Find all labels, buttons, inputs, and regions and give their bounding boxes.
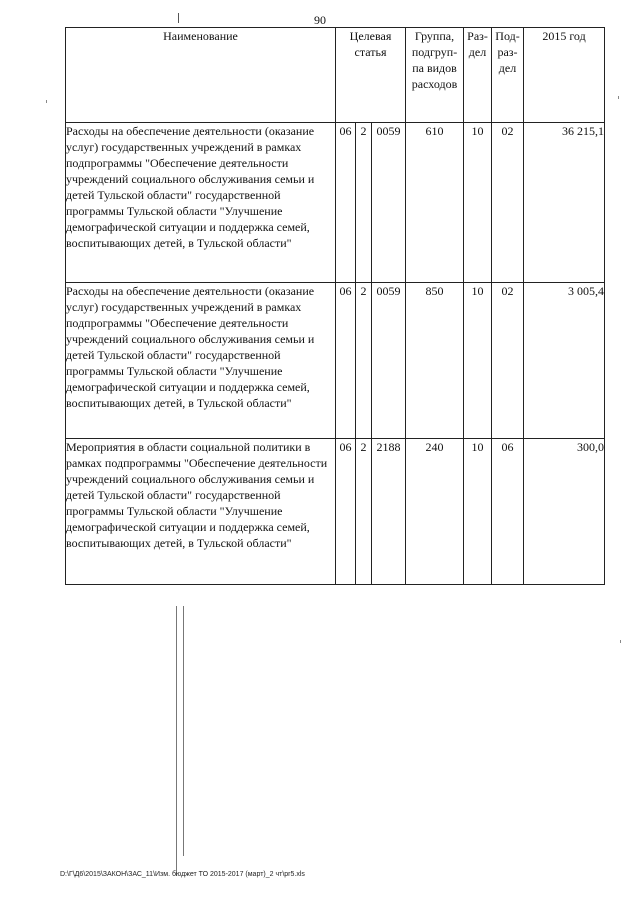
table-row: [66, 123, 605, 283]
header-subsection: Под-раз-дел: [492, 28, 524, 123]
header-year: 2015 год: [524, 28, 605, 123]
header-target-article: Целевая статья: [336, 28, 406, 123]
row-code-subprogram: 2: [356, 123, 372, 283]
row-expense-group: 610: [406, 123, 464, 283]
row-code-direction: 0059: [372, 283, 406, 439]
row-expense-group: 240: [406, 439, 464, 585]
header-name: Наименование: [66, 28, 336, 123]
scan-line: [183, 606, 184, 856]
row-code-subprogram: 2: [356, 439, 372, 585]
scan-speck: [46, 100, 47, 103]
row-amount: 300,0: [524, 439, 605, 585]
scan-speck: [618, 96, 619, 99]
header-expense-group: Группа, подгруп-па видов расходов: [406, 28, 464, 123]
row-code-direction: 2188: [372, 439, 406, 585]
row-code-program: 06: [336, 123, 356, 283]
budget-table: [65, 27, 605, 585]
row-expense-group: 850: [406, 283, 464, 439]
row-amount: 36 215,1: [524, 123, 605, 283]
table-header-row: [66, 28, 605, 123]
scan-line: [176, 606, 177, 876]
row-subsection: 02: [492, 283, 524, 439]
row-code-program: 06: [336, 439, 356, 585]
row-code-subprogram: 2: [356, 283, 372, 439]
scan-mark: [178, 13, 179, 23]
row-section: 10: [464, 439, 492, 585]
row-subsection: 06: [492, 439, 524, 585]
page-number: 90: [314, 13, 326, 27]
row-subsection: 02: [492, 123, 524, 283]
row-section: 10: [464, 123, 492, 283]
file-path-footer: D:\Г\Д6\2015\ЗАКОН\ЗАС_11\Изм. бюджет ТО 2015-2017 (март)_2 чт\pr5.xls: [60, 871, 305, 878]
header-section: Раз-дел: [464, 28, 492, 123]
scan-speck: [620, 640, 621, 643]
row-section: 10: [464, 283, 492, 439]
row-code-direction: 0059: [372, 123, 406, 283]
row-amount: 3 005,4: [524, 283, 605, 439]
row-code-program: 06: [336, 283, 356, 439]
table-row: [66, 283, 605, 439]
row-description: Расходы на обеспечение деятельности (оказание услуг) государственных учреждений в рамках подпрограммы "Обеспечение деятельности учреждений социального обслуживания семьи и детей Тульской области" государственной программы Тульской области "Улучшение демографической ситуации и поддержка семей, воспитывающих детей, в Тульской области": [66, 123, 336, 283]
row-description: Расходы на обеспечение деятельности (оказание услуг) государственных учреждений в рамках подпрограммы "Обеспечение деятельности учреждений социального обслуживания семьи и детей Тульской области" государственной программы Тульской области "Улучшение демографической ситуации и поддержка семей, воспитывающих детей, в Тульской области": [66, 283, 336, 439]
row-description: Мероприятия в области социальной политики в рамках подпрограммы "Обеспечение деятельности учреждений социального обслуживания семьи и детей Тульской области" государственной программы Тульской области "Улучшение демографической ситуации и поддержка семей, воспитывающих детей, в Тульской области": [66, 439, 336, 585]
table-row: [66, 439, 605, 585]
